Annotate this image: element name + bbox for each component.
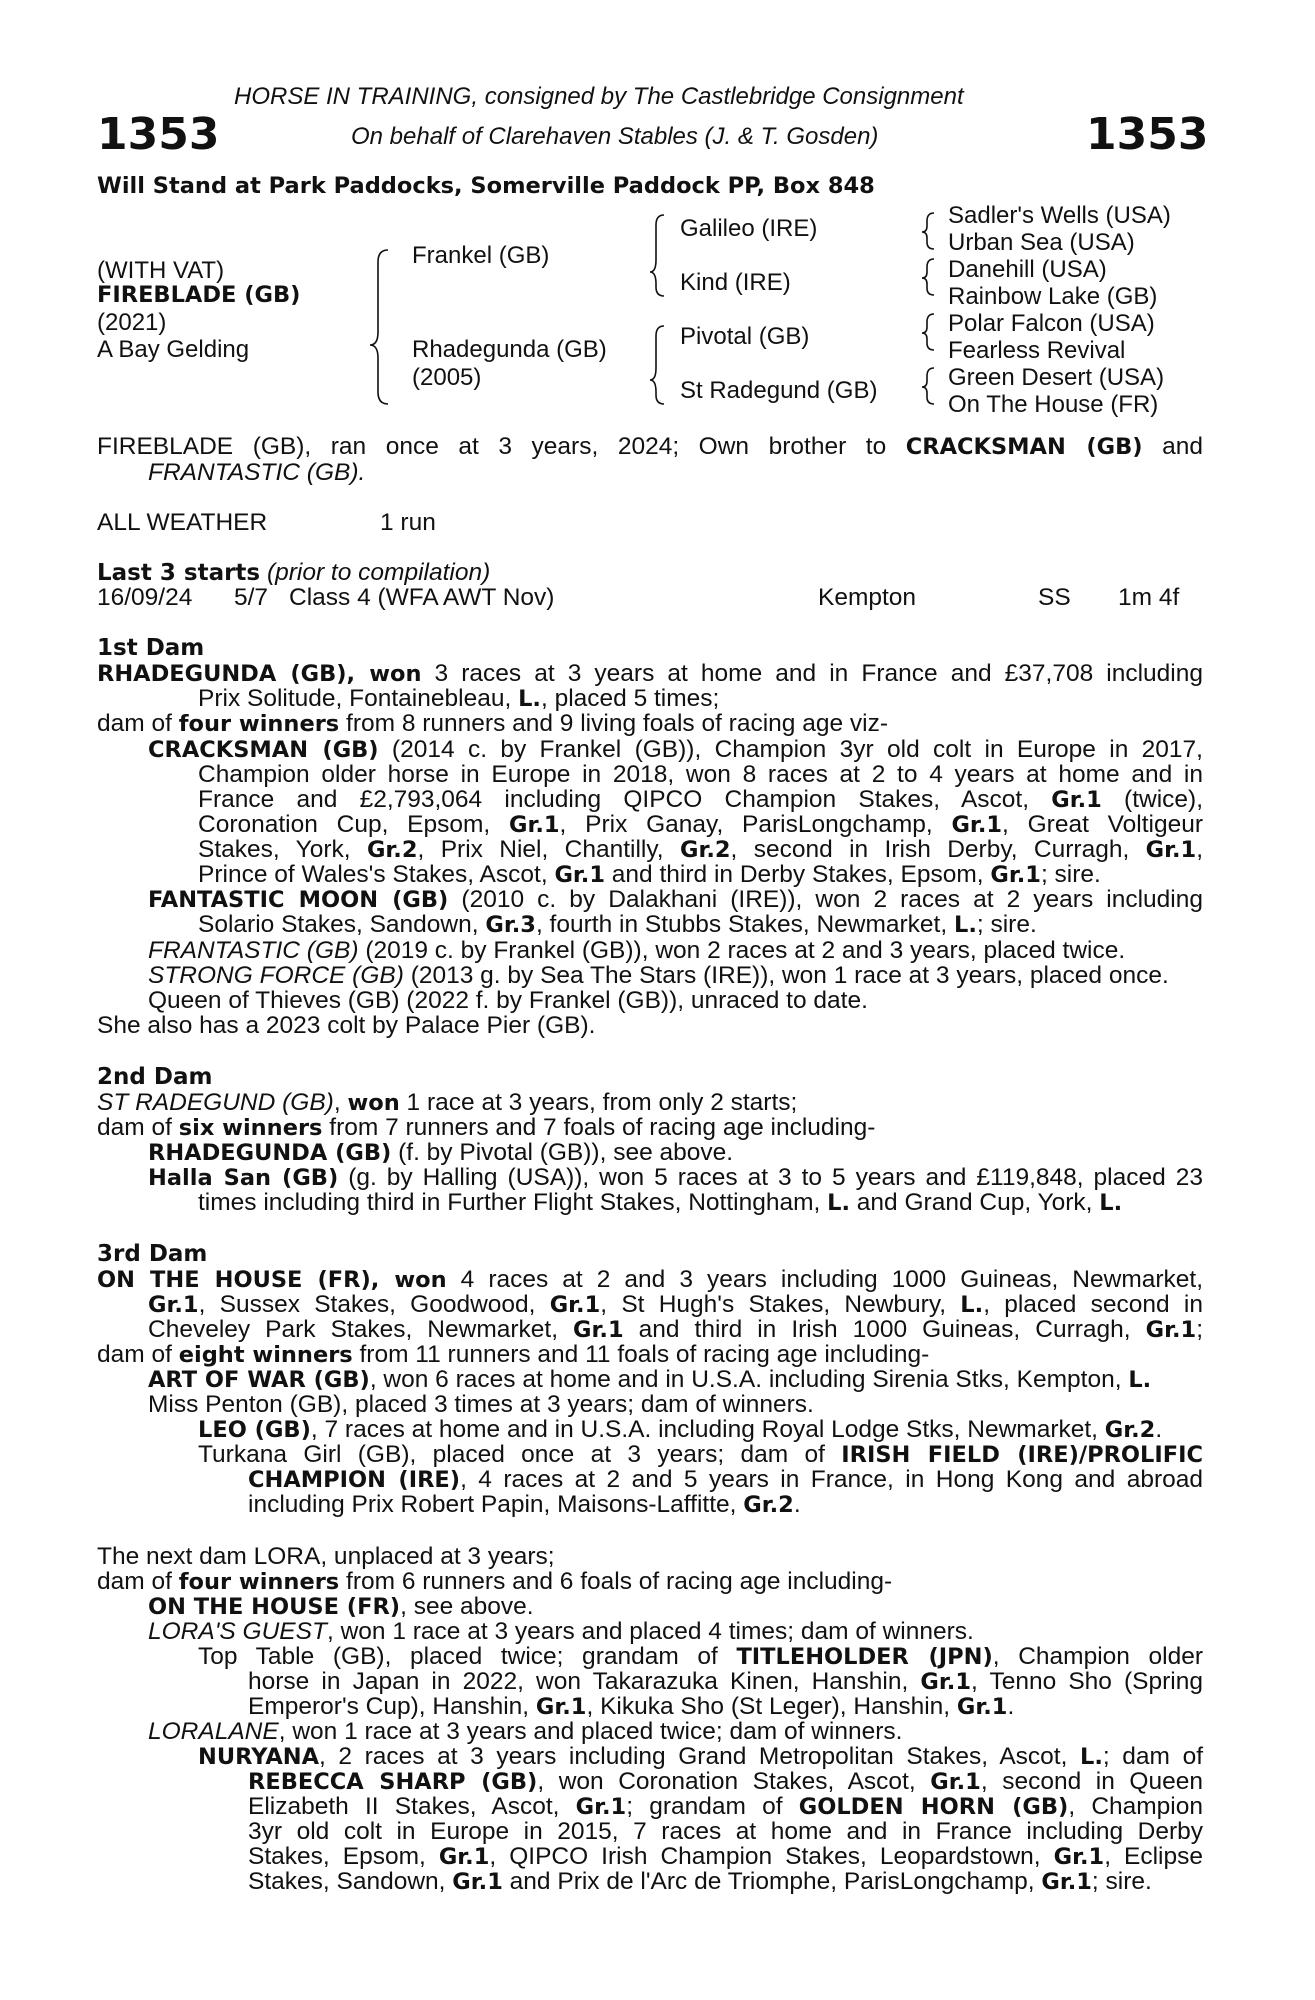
pedigree-ddd: On The House (FR) bbox=[948, 391, 1159, 418]
last-start-position: 5/7 bbox=[234, 584, 269, 611]
dam3-progeny-line: CHAMPION (IRE), 4 races at 2 and 5 years in France, in Hong Kong and abroad bbox=[248, 1466, 1203, 1493]
horse-year: (2021) bbox=[97, 309, 167, 336]
horse-name: FIREBLADE (GB) bbox=[97, 282, 301, 308]
dam2-line: dam of six winners from 7 runners and 7 foals of racing age including- bbox=[97, 1114, 876, 1141]
pedigree-dam-year: (2005) bbox=[412, 364, 482, 391]
pedigree-dam: Rhadegunda (GB) bbox=[412, 336, 607, 363]
dam3-line: ON THE HOUSE (FR), won 4 races at 2 and 3 years including 1000 Guineas, Newmarket, bbox=[97, 1266, 1203, 1293]
progeny-line: France and £2,793,064 including QIPCO Champion Stakes, Ascot, Gr.1 (twice), bbox=[198, 786, 1204, 813]
last-starts-heading: Last 3 starts (prior to compilation) bbox=[97, 559, 491, 586]
header-title: HORSE IN TRAINING, consigned by The Castlebridge Consignment bbox=[234, 83, 964, 110]
lot-number-right: 1353 bbox=[1086, 109, 1209, 160]
pedigree-sire-sire: Galileo (IRE) bbox=[680, 215, 818, 242]
progeny-line: Stakes, York, Gr.2, Prix Niel, Chantilly, Gr.2, second in Irish Derby, Curragh, Gr.1, bbox=[198, 836, 1204, 863]
dam2-heading: 2nd Dam bbox=[97, 1064, 213, 1090]
dam4-line: dam of four winners from 6 runners and 6 foals of racing age including- bbox=[97, 1568, 893, 1595]
dam3-progeny: Turkana Girl (GB), placed once at 3 years; dam of IRISH FIELD (IRE)/PROLIFIC bbox=[198, 1441, 1203, 1468]
dam1-note: She also has a 2023 colt by Palace Pier (GB). bbox=[97, 1012, 596, 1039]
dam4-progeny: ON THE HOUSE (FR), see above. bbox=[148, 1593, 534, 1620]
lot-number-left: 1353 bbox=[97, 109, 220, 160]
header-subtitle: On behalf of Clarehaven Stables (J. & T. Gosden) bbox=[351, 123, 879, 150]
dam3-progeny: Miss Penton (GB), placed 3 times at 3 years; dam of winners. bbox=[148, 1391, 814, 1418]
dam1-heading: 1st Dam bbox=[97, 635, 205, 661]
progeny-queen-of-thieves: Queen of Thieves (GB) (2022 f. by Frankel (GB)), unraced to date. bbox=[148, 987, 868, 1014]
pedigree-dds: Green Desert (USA) bbox=[948, 364, 1165, 391]
dam3-heading: 3rd Dam bbox=[97, 1241, 208, 1267]
last-start-going: SS bbox=[1038, 584, 1071, 611]
progeny-line: Solario Stakes, Sandown, Gr.3, fourth in Stubbs Stakes, Newmarket, L.; sire. bbox=[198, 911, 1037, 938]
stand-location: Will Stand at Park Paddocks, Somerville Paddock PP, Box 848 bbox=[97, 173, 875, 199]
dam1-line: dam of four winners from 8 runners and 9 living foals of racing age viz- bbox=[97, 710, 889, 737]
dam4-progeny: LORALANE, won 1 race at 3 years and placed twice; dam of winners. bbox=[148, 1718, 903, 1745]
dam3-progeny: LEO (GB), 7 races at home and in U.S.A. including Royal Lodge Stks, Newmarket, Gr.2. bbox=[198, 1416, 1163, 1443]
dam2-progeny-line: times including third in Further Flight Stakes, Nottingham, L. and Grand Cup, York, L. bbox=[198, 1189, 1123, 1216]
all-weather-label: ALL WEATHER bbox=[97, 509, 268, 536]
progeny-line: Prince of Wales's Stakes, Ascot, Gr.1 and third in Derby Stakes, Epsom, Gr.1; sire. bbox=[198, 861, 1101, 888]
dam4-progeny-line: Emperor's Cup), Hanshin, Gr.1, Kikuka Sho (St Leger), Hanshin, Gr.1. bbox=[248, 1693, 1015, 1720]
dam4-progeny: LORA'S GUEST, won 1 race at 3 years and placed 4 times; dam of winners. bbox=[148, 1618, 974, 1645]
pedigree-dsd: Fearless Revival bbox=[948, 337, 1126, 364]
pedigree-sds: Danehill (USA) bbox=[948, 256, 1107, 283]
pedigree-dam-sire: Pivotal (GB) bbox=[680, 323, 810, 350]
dam3-line: dam of eight winners from 11 runners and 11 foals of racing age including- bbox=[97, 1341, 930, 1368]
pedigree-sdd: Rainbow Lake (GB) bbox=[948, 283, 1158, 310]
progeny-cracksman: CRACKSMAN (GB) (2014 c. by Frankel (GB)), Champion 3yr old colt in Europe in 2017, bbox=[148, 736, 1203, 763]
dam4-progeny-line: Elizabeth II Stakes, Ascot, Gr.1; grandam of GOLDEN HORN (GB), Champion bbox=[248, 1793, 1203, 1820]
dam4-progeny-line: 3yr old colt in Europe in 2015, 7 races at home and in France including Derby bbox=[248, 1818, 1203, 1845]
pedigree-dam-dam: St Radegund (GB) bbox=[680, 377, 878, 404]
dam3-line: Gr.1, Sussex Stakes, Goodwood, Gr.1, St Hugh's Stakes, Newbury, L., placed second in bbox=[148, 1291, 1203, 1318]
last-start-course: Kempton bbox=[818, 584, 917, 611]
progeny-strong-force: STRONG FORCE (GB) (2013 g. by Sea The Stars (IRE)), won 1 race at 3 years, placed once. bbox=[148, 962, 1169, 989]
dam2-progeny: Halla San (GB) (g. by Halling (USA)), won 5 races at 3 to 5 years and £119,848, placed 23 bbox=[148, 1164, 1203, 1191]
last-start-date: 16/09/24 bbox=[97, 584, 193, 611]
dam3-progeny: ART OF WAR (GB), won 6 races at home and in U.S.A. including Sirenia Stks, Kempton, L. bbox=[148, 1366, 1152, 1393]
pedigree-ssd: Urban Sea (USA) bbox=[948, 229, 1135, 256]
dam3-line: Cheveley Park Stakes, Newmarket, Gr.1 and third in Irish 1000 Guineas, Curragh, Gr.1; bbox=[148, 1316, 1203, 1343]
last-start-distance: 1m 4f bbox=[1118, 584, 1180, 611]
progeny-line: Coronation Cup, Epsom, Gr.1, Prix Ganay, ParisLongchamp, Gr.1, Great Voltigeur bbox=[198, 811, 1203, 838]
summary-line-1: FIREBLADE (GB), ran once at 3 years, 2024; Own brother to CRACKSMAN (GB) and bbox=[97, 433, 1203, 460]
dam4-progeny: Top Table (GB), placed twice; grandam of TITLEHOLDER (JPN), Champion older bbox=[198, 1643, 1203, 1670]
dam4-line: The next dam LORA, unplaced at 3 years; bbox=[97, 1543, 555, 1570]
dam2-progeny: RHADEGUNDA (GB) (f. by Pivotal (GB)), see above. bbox=[148, 1139, 734, 1166]
pedigree-sire-dam: Kind (IRE) bbox=[680, 269, 791, 296]
dam1-line: RHADEGUNDA (GB), won 3 races at 3 years at home and in France and £37,708 including bbox=[97, 660, 1203, 687]
pedigree-dss: Polar Falcon (USA) bbox=[948, 310, 1155, 337]
dam1-line: Prix Solitude, Fontainebleau, L., placed 5 times; bbox=[198, 685, 720, 712]
vat-note: (WITH VAT) bbox=[97, 257, 225, 284]
progeny-line: Champion older horse in Europe in 2018, won 8 races at 2 to 4 years at home and in bbox=[198, 761, 1203, 788]
dam2-line: ST RADEGUND (GB), won 1 race at 3 years, from only 2 starts; bbox=[97, 1089, 798, 1116]
dam4-progeny-line: horse in Japan in 2022, won Takarazuka Kinen, Hanshin, Gr.1, Tenno Sho (Spring bbox=[248, 1668, 1203, 1695]
dam3-progeny-line: including Prix Robert Papin, Maisons-Laffitte, Gr.2. bbox=[248, 1491, 801, 1518]
progeny-frantastic: FRANTASTIC (GB) (2019 c. by Frankel (GB)), won 2 races at 2 and 3 years, placed twice. bbox=[148, 937, 1126, 964]
dam4-progeny: NURYANA, 2 races at 3 years including Grand Metropolitan Stakes, Ascot, L.; dam of bbox=[198, 1743, 1203, 1770]
summary-line-2: FRANTASTIC (GB). bbox=[148, 459, 366, 486]
dam4-progeny-line: Stakes, Sandown, Gr.1 and Prix de l'Arc de Triomphe, ParisLongchamp, Gr.1; sire. bbox=[248, 1868, 1152, 1895]
progeny-fantastic-moon: FANTASTIC MOON (GB) (2010 c. by Dalakhani (IRE)), won 2 races at 2 years including bbox=[148, 886, 1203, 913]
last-start-race: Class 4 (WFA AWT Nov) bbox=[289, 584, 555, 611]
pedigree-sire: Frankel (GB) bbox=[412, 242, 550, 269]
all-weather-value: 1 run bbox=[380, 509, 436, 536]
dam4-progeny-line: Stakes, Epsom, Gr.1, QIPCO Irish Champion Stakes, Leopardstown, Gr.1, Eclipse bbox=[248, 1843, 1203, 1870]
horse-description: A Bay Gelding bbox=[97, 336, 250, 363]
dam4-progeny-line: REBECCA SHARP (GB), won Coronation Stakes, Ascot, Gr.1, second in Queen bbox=[248, 1768, 1203, 1795]
pedigree-sss: Sadler's Wells (USA) bbox=[948, 202, 1171, 229]
